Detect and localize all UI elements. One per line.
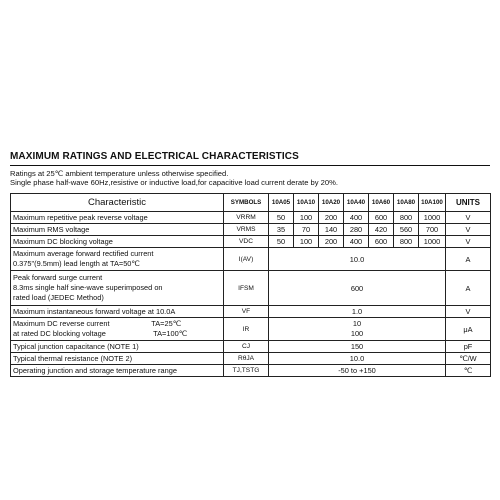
row-unit: V	[446, 224, 491, 236]
row-unit: μA	[446, 318, 491, 341]
row-label-line: rated load (JEDEC Method)	[13, 293, 104, 302]
row-value: -50 to +150	[269, 365, 446, 377]
row-value: 420	[369, 224, 394, 236]
row-unit: ℃	[446, 365, 491, 377]
row-value: 150	[269, 341, 446, 353]
header-symbols: SYMBOLS	[224, 194, 269, 212]
row-symbol: VRMS	[224, 224, 269, 236]
row-value: 140	[319, 224, 344, 236]
table-row-cj	[11, 341, 491, 353]
row-label-line: 8.3ms single half sine-wave superimposed on	[13, 283, 163, 292]
row-unit: V	[446, 306, 491, 318]
row-value: 560	[394, 224, 419, 236]
row-label-text: Maximum DC reverse current	[13, 319, 110, 328]
row-label: Maximum RMS voltage	[11, 224, 224, 236]
row-symbol: VDC	[224, 236, 269, 248]
row-value: 280	[344, 224, 369, 236]
row-label-line: 0.375"(9.5mm) lead length at TA=50℃	[13, 259, 140, 268]
table-row-vrms	[11, 224, 491, 236]
row-label	[11, 248, 224, 271]
row-value: 600	[369, 212, 394, 224]
row-value: 200	[319, 236, 344, 248]
row-unit: A	[446, 271, 491, 306]
load-note: Single phase half-wave 60Hz,resistive or inductive load,for capacitive load current derate by 20%.	[10, 178, 338, 187]
row-condition: TA=100℃	[153, 329, 187, 338]
row-symbol: TJ,TSTG	[224, 365, 269, 377]
table-row-tj	[11, 365, 491, 377]
row-unit: pF	[446, 341, 491, 353]
row-label: Typical junction capacitance (NOTE 1)	[11, 341, 224, 353]
row-value: 50	[269, 236, 294, 248]
title-rule	[10, 165, 490, 166]
row-symbol: CJ	[224, 341, 269, 353]
row-label: Maximum DC blocking voltage	[11, 236, 224, 248]
header-model: 10A05	[269, 194, 294, 212]
row-value: 800	[394, 212, 419, 224]
row-label: Typical thermal resistance (NOTE 2)	[11, 353, 224, 365]
header-model: 10A20	[319, 194, 344, 212]
row-label-line	[13, 319, 221, 329]
row-value: 10.0	[269, 353, 446, 365]
header-model: 10A100	[419, 194, 446, 212]
row-value: 100	[294, 236, 319, 248]
row-value: 70	[294, 224, 319, 236]
row-symbol: IR	[224, 318, 269, 341]
row-value	[269, 318, 446, 341]
row-value: 1000	[419, 236, 446, 248]
row-value: 50	[269, 212, 294, 224]
row-unit: V	[446, 212, 491, 224]
row-unit: A	[446, 248, 491, 271]
table-row-rtheta	[11, 353, 491, 365]
header-model: 10A10	[294, 194, 319, 212]
row-value: 600	[369, 236, 394, 248]
table-row-vdc	[11, 236, 491, 248]
table-row-ifsm	[11, 271, 491, 306]
row-value-line: 100	[350, 329, 364, 338]
row-label-line	[13, 329, 221, 339]
row-unit: ℃/W	[446, 353, 491, 365]
row-label-line: Peak forward surge current	[13, 273, 103, 282]
ratings-table	[10, 193, 491, 377]
row-value: 1000	[419, 212, 446, 224]
row-symbol: RθJA	[224, 353, 269, 365]
header-model: 10A40	[344, 194, 369, 212]
table-row-iav	[11, 248, 491, 271]
section-title: MAXIMUM RATINGS AND ELECTRICAL CHARACTERISTICS	[10, 151, 299, 162]
row-value: 100	[294, 212, 319, 224]
ratings-note: Ratings at 25℃ ambient temperature unless otherwise specified.	[10, 169, 229, 178]
row-value: 400	[344, 236, 369, 248]
header-characteristic: Characteristic	[11, 194, 224, 212]
table-row-vf	[11, 306, 491, 318]
table-header-row	[11, 194, 491, 212]
row-symbol: VF	[224, 306, 269, 318]
row-value: 700	[419, 224, 446, 236]
row-value-line: 10	[352, 319, 362, 328]
row-value: 600	[269, 271, 446, 306]
row-value: 800	[394, 236, 419, 248]
table-row-vrrm	[11, 212, 491, 224]
table-row-ir	[11, 318, 491, 341]
header-model: 10A60	[369, 194, 394, 212]
header-model: 10A80	[394, 194, 419, 212]
row-value: 35	[269, 224, 294, 236]
row-value: 10.0	[269, 248, 446, 271]
row-label-text: at rated DC blocking voltage	[13, 329, 106, 338]
row-value: 400	[344, 212, 369, 224]
row-value: 200	[319, 212, 344, 224]
row-label: Maximum instantaneous forward voltage at 10.0A	[11, 306, 224, 318]
row-label: Maximum repetitive peak reverse voltage	[11, 212, 224, 224]
row-condition: TA=25℃	[151, 319, 181, 328]
row-label	[11, 318, 224, 341]
row-label: Operating junction and storage temperature range	[11, 365, 224, 377]
header-units: UNITS	[446, 194, 491, 212]
row-label-line: Maximum average forward rectified current	[13, 249, 154, 258]
row-symbol: IFSM	[224, 271, 269, 306]
row-unit: V	[446, 236, 491, 248]
row-label	[11, 271, 224, 306]
row-symbol: VRRM	[224, 212, 269, 224]
row-value: 1.0	[269, 306, 446, 318]
row-symbol: I(AV)	[224, 248, 269, 271]
